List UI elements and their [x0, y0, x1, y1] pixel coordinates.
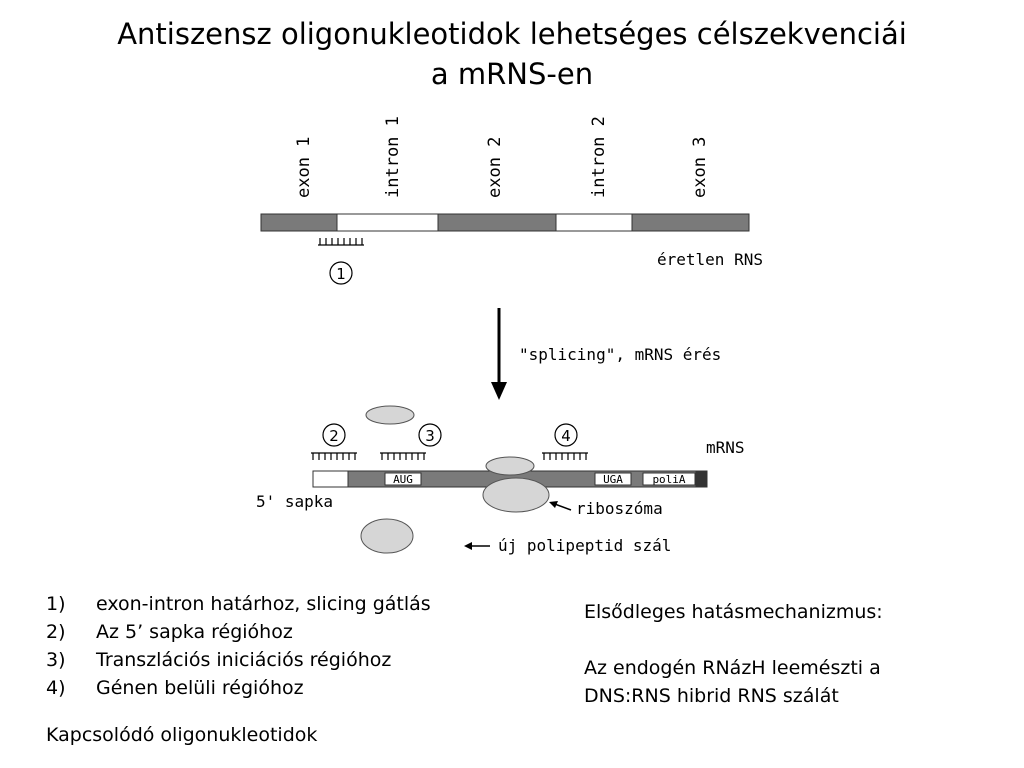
list-item-text: Génen belüli régióhoz — [96, 677, 304, 699]
list-item-number: 3) — [46, 649, 66, 671]
exon-1-segment — [261, 214, 337, 231]
immature-rna-bar — [261, 214, 749, 231]
ribosome-subunit-top — [366, 406, 414, 424]
oligo-3 — [380, 453, 426, 460]
list-item-number: 4) — [46, 677, 66, 699]
target-list — [46, 590, 431, 702]
label-exon-1: exon 1 — [294, 136, 314, 198]
marker-2 — [323, 424, 345, 446]
cap-label: 5' sapka — [256, 492, 334, 511]
ribosome-arrow — [549, 501, 571, 510]
mechanism-line-1: Az endogén RNázH leemészti a — [584, 657, 881, 679]
polya-tail-end — [696, 471, 707, 487]
marker-4-text: 4 — [561, 427, 571, 445]
marker-1 — [330, 262, 352, 284]
uga-label: UGA — [603, 473, 623, 486]
label-exon-3: exon 3 — [690, 136, 710, 198]
list-item — [46, 618, 431, 646]
oligo-2 — [311, 453, 357, 460]
oligo-4 — [542, 453, 588, 460]
splicing-label: "splicing", mRNS érés — [519, 345, 722, 364]
ribosome-large-subunit — [483, 478, 549, 512]
marker-1-text: 1 — [336, 265, 346, 283]
label-intron-1: intron 1 — [383, 116, 403, 198]
oligo-1 — [318, 238, 364, 245]
label-exon-2: exon 2 — [485, 136, 505, 198]
list-item-text: Az 5’ sapka régióhoz — [96, 621, 293, 643]
exon-2-segment — [438, 214, 556, 231]
exon-3-segment — [632, 214, 749, 231]
marker-3-text: 3 — [425, 427, 435, 445]
list-item-number: 1) — [46, 593, 66, 615]
mechanism-heading: Elsődleges hatásmechanizmus: — [584, 601, 883, 623]
list-item-number: 2) — [46, 621, 66, 643]
page-title-line-1: Antiszensz oligonukleotidok lehetséges célszekvenciái — [117, 17, 907, 51]
aug-label: AUG — [393, 473, 413, 486]
mechanism-line-2: DNS:RNS hibrid RNS szálát — [584, 685, 839, 707]
intron-1-segment — [337, 214, 438, 231]
related-oligos-label: Kapcsolódó oligonukleotidok — [46, 724, 318, 746]
cap-segment — [313, 471, 348, 487]
polypeptide-arrow — [464, 542, 490, 550]
polypeptide-label: új polipeptid szál — [498, 536, 672, 555]
marker-3 — [419, 424, 441, 446]
intron-2-segment — [556, 214, 632, 231]
list-item — [46, 646, 431, 674]
ribosome-small-subunit — [486, 457, 534, 475]
page-title-line-2: a mRNS-en — [430, 57, 594, 91]
list-item-text: Transzlációs iniciációs régióhoz — [96, 649, 392, 671]
mrna-label: mRNS — [706, 438, 745, 457]
mechanism-block — [584, 598, 883, 710]
list-item — [46, 590, 431, 618]
immature-rna-label: éretlen RNS — [657, 250, 763, 269]
list-item — [46, 674, 431, 702]
splicing-arrow — [491, 308, 507, 400]
label-intron-2: intron 2 — [589, 116, 609, 198]
ribosome-label: riboszóma — [576, 499, 663, 518]
polya-label: poliA — [652, 473, 686, 486]
new-polypeptide — [361, 519, 413, 553]
marker-4 — [555, 424, 577, 446]
list-item-text: exon-intron határhoz, slicing gátlás — [96, 593, 431, 615]
marker-2-text: 2 — [329, 427, 339, 445]
